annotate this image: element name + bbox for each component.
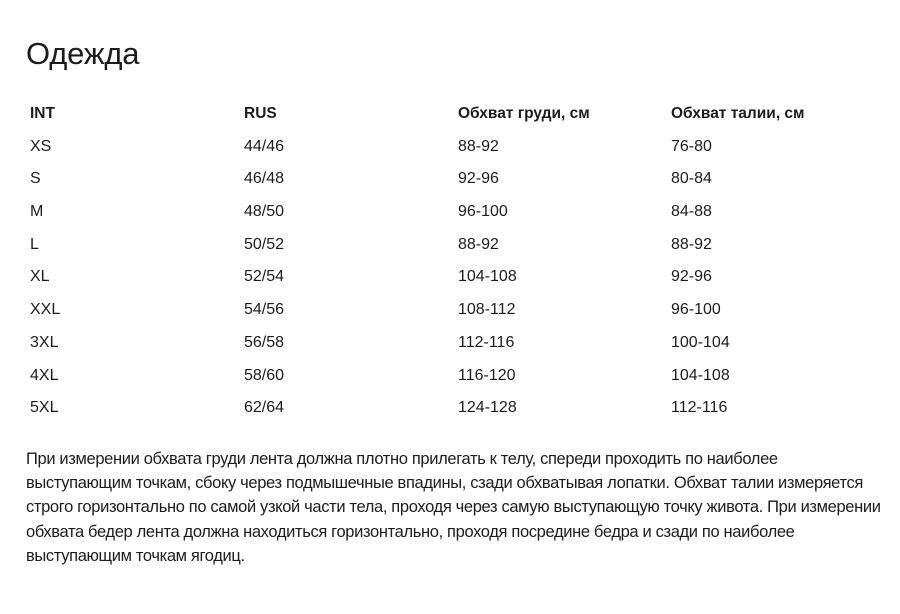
header-int: INT	[30, 105, 55, 122]
header-waist: Обхват талии, см	[671, 105, 805, 122]
cell-int: 3XL	[30, 333, 59, 351]
cell-int: XL	[30, 268, 50, 286]
cell-int: XXL	[30, 301, 61, 319]
cell-chest: 112-116	[458, 333, 515, 351]
cell-int: XS	[30, 137, 52, 155]
cell-int: 4XL	[30, 366, 59, 384]
cell-rus: 62/64	[244, 399, 285, 417]
cell-int: M	[30, 203, 44, 221]
cell-chest: 92-96	[458, 170, 499, 188]
cell-waist: 76-80	[671, 137, 712, 155]
cell-int: 5XL	[30, 399, 59, 417]
cell-rus: 48/50	[244, 203, 285, 221]
cell-int: S	[30, 170, 41, 188]
cell-waist: 96-100	[671, 301, 721, 319]
cell-rus: 56/58	[244, 333, 285, 351]
table-row	[30, 131, 890, 164]
cell-rus: 58/60	[244, 366, 285, 384]
header-chest: Обхват груди, см	[458, 105, 590, 122]
cell-waist: 84-88	[671, 203, 712, 221]
cell-chest: 108-112	[458, 301, 516, 319]
cell-chest: 88-92	[458, 137, 499, 155]
table-row	[30, 261, 890, 294]
cell-waist: 112-116	[671, 399, 728, 417]
cell-int: L	[30, 235, 39, 253]
cell-chest: 116-120	[458, 366, 516, 384]
table-row	[30, 392, 890, 425]
table-row	[30, 360, 890, 393]
page-title: Одежда	[26, 36, 140, 71]
measurement-instructions: При измерении обхвата груди лента должна плотно прилегать к телу, спереди проходить по наиболее выступающим точкам, сбоку через подмышечные впадины, сзади обхватывая лопатки. Обхват талии измеряется строго горизонтально по самой узкой части тела, проходя через самую выступающую точку живота. При измерении обхвата бедер лента должна находиться горизонтально, проходя посредине бедра и сзади по наиболее выступающим точкам ягодиц.	[26, 450, 881, 565]
cell-waist: 100-104	[671, 333, 730, 351]
cell-rus: 50/52	[244, 235, 285, 253]
table-row	[30, 229, 890, 262]
cell-rus: 44/46	[244, 137, 285, 155]
cell-chest: 104-108	[458, 268, 517, 286]
table-row	[30, 327, 890, 360]
table-row	[30, 294, 890, 327]
cell-chest: 88-92	[458, 235, 499, 253]
cell-waist: 92-96	[671, 268, 712, 286]
cell-rus: 52/54	[244, 268, 285, 286]
cell-rus: 54/56	[244, 301, 285, 319]
cell-waist: 80-84	[671, 170, 712, 188]
cell-chest: 124-128	[458, 399, 517, 417]
size-table	[30, 98, 890, 425]
table-row	[30, 196, 890, 229]
table-row	[30, 163, 890, 196]
header-rus: RUS	[244, 105, 277, 122]
cell-waist: 88-92	[671, 235, 712, 253]
cell-rus: 46/48	[244, 170, 285, 188]
table-header-row	[30, 98, 890, 131]
cell-chest: 96-100	[458, 203, 508, 221]
cell-waist: 104-108	[671, 366, 730, 384]
